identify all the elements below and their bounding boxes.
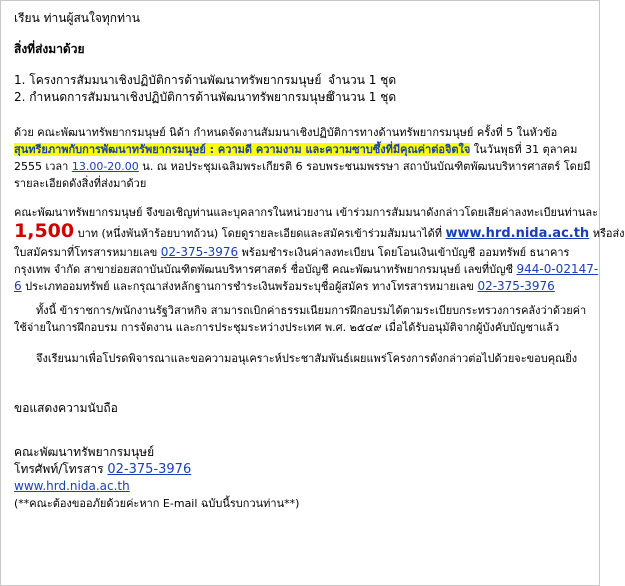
reimbursement-paragraph [14, 302, 588, 336]
account-number-link[interactable]: 944-0-02147- [516, 262, 599, 276]
invitation-intro: คณะพัฒนาทรัพยากรมนุษย์ จึงขอเชิญท่านและบุคลากรในหน่วยงาน เข้าร่วมการสัมมนาดังกล่าวโดยเสียค่าลงทะเบียนท่านละ [14, 206, 599, 219]
phone-link[interactable]: 02-375-3976 [107, 462, 192, 477]
enclosure-item [14, 89, 588, 106]
event-date: ในวันพุธที่ 31 ตุลาคม [470, 143, 578, 156]
fee-description: บาท (หนึ่งพันห้าร้อยบาทถ้วน) โดยดูรายละเอียดและสมัครเข้าร่วมสัมมนาได้ที่ [74, 227, 446, 240]
signature-org: คณะพัฒนาทรัพยากรมนุษย์ [14, 445, 155, 459]
phone-label: โทรศัพท์/โทรสาร [14, 462, 108, 476]
closing: ขอแสดงความนับถือ [14, 401, 118, 415]
enclosure-item-text: 1. โครงการสัมมนาเชิงปฏิบัติการด้านพัฒนาทรัพยากรมนุษย์ [14, 73, 322, 87]
reimbursement-line-2: ใช้จ่ายในการฝึกอบรม การจัดงาน และการประชุมระหว่างประเทศ พ.ศ. ๒๕๔๙ เมื่อได้รับอนุมัติจากผู้บังคับบัญชาแล้ว [14, 321, 560, 334]
event-paragraph [14, 124, 591, 192]
fax-link[interactable]: 02-375-3976 [160, 245, 239, 259]
fee-or: หรือส่ง [589, 227, 625, 240]
signature-block [14, 444, 588, 512]
enclosure-item-qty: จำนวน 1 ชุด [328, 73, 397, 87]
event-time-link[interactable]: 13.00-20.00 [71, 160, 139, 173]
fax-link-2[interactable]: 02-375-3976 [477, 279, 555, 293]
reimbursement-line-1: ทั้งนี้ ข้าราชการ/พนักงานรัฐวิสาหกิจ สามารถเบิกค่าธรรมเนียมการฝึกอบรมได้ตามระเบียบกระทรวงการคลังว่าด้วยค่า [36, 304, 587, 317]
enclosure-item [14, 72, 588, 89]
enclosures-heading: สิ่งที่ส่งมาด้วย [14, 42, 85, 56]
event-topic-highlight: สุนทรียภาพกับการพัฒนาทรัพยากรมนุษย์ : ความดี ความงาม และความซาบซึ้งที่มีคุณค่าต่อจิตใจ [14, 143, 471, 156]
invitation-paragraph [14, 204, 625, 295]
event-venue: น. ณ หอประชุมเฉลิมพระเกียรติ 6 รอบพระชนมพรรษา สถาบันบัณฑิตพัฒนบริหารศาสตร์ โดยมี [138, 160, 591, 173]
fax-label: ใบสมัครมาที่โทรสารหมายเลข [14, 246, 161, 259]
event-year: 2555 เวลา [14, 160, 72, 173]
registration-fee: 1,500 [14, 220, 75, 242]
payment-text: พร้อมชำระเงินค่าลงทะเบียน โดยโอนเงินเข้าบัญชี ออมทรัพย์ ธนาคาร [238, 246, 570, 259]
greeting: เรียน ท่านผู้สนใจทุกท่าน [14, 11, 140, 25]
enclosure-item-qty: จำนวน 1 ชุด [328, 90, 397, 104]
event-intro: ด้วย คณะพัฒนาทรัพยากรมนุษย์ นิด้า กำหนดจัดงานสัมมนาเชิงปฏิบัติการทางด้านทรัพยากรมนุษย์ ครั้งที่ 5 ในหัวข้อ [14, 126, 558, 139]
enclosure-item-text: 2. กำหนดการสัมมนาเชิงปฏิบัติการด้านพัฒนาทรัพยากรมนุษย์ [14, 90, 333, 104]
account-number-link-end[interactable]: 6 [14, 279, 22, 293]
bank-details: กรุงเทพ จำกัด สาขาย่อยสถาบันบัณฑิตพัฒนบริหารศาสตร์ ชื่อบัญชี คณะพัฒนาทรัพยากรมนุษย์ เลขที่บัญชี [14, 263, 517, 276]
proof-of-payment-text: ประเภทออมทรัพย์ และกรุณาส่งหลักฐานการชำระเงินพร้อมระบุชื่อผู้สมัคร ทางโทรสารหมายเลข [21, 280, 478, 293]
website-link[interactable]: www.hrd.nida.ac.th [445, 226, 590, 241]
request-paragraph: จึงเรียนมาเพื่อโปรดพิจารณาและขอความอนุเคราะห์ประชาสัมพันธ์เผยแพร่โครงการดังกล่าวต่อไปด้วยจะขอบคุณยิ่ง [36, 352, 578, 365]
signature-note: (**คณะต้องขออภัยด้วยค่ะหาก E-mail ฉบับนี้รบกวนท่าน**) [14, 497, 300, 510]
signature-website-link[interactable]: www.hrd.nida.ac.th [14, 479, 130, 493]
event-details: รายละเอียดดังสิ่งที่ส่งมาด้วย [14, 177, 147, 190]
